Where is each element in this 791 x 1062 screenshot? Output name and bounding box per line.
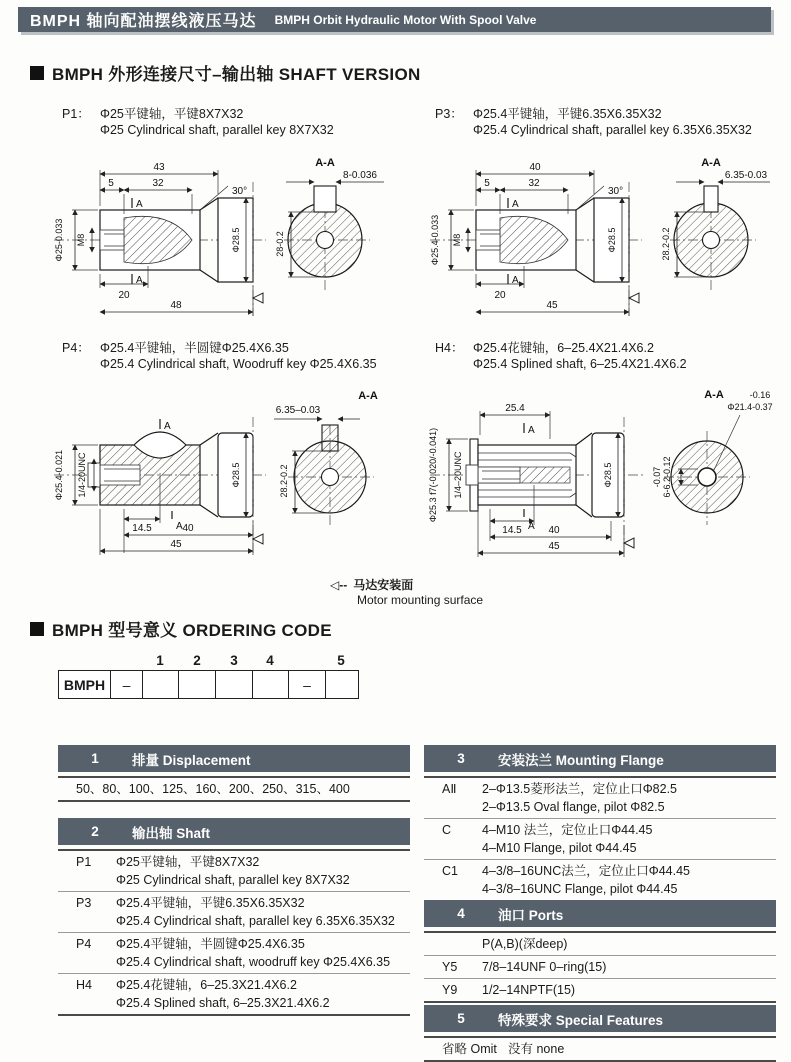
p3-dim-20: 20 — [494, 290, 506, 301]
p3-dim-5: 5 — [484, 178, 490, 189]
h4-dim-spline-tol: -0.07 — [652, 466, 662, 488]
h4-dim-flange-dia: Φ28.5 — [603, 462, 613, 488]
h4-dim-tol-top: -0.16 — [749, 390, 771, 400]
oc-num-5: 5 — [337, 653, 345, 668]
h4-marker-a-bottom: A — [528, 521, 535, 532]
header-title-en: BMPH Orbit Hydraulic Motor With Spool Valve — [274, 12, 537, 27]
p3-drawing — [424, 152, 784, 335]
row-desc: 没有 none — [508, 1042, 565, 1056]
h4-dim-25-4: 25.4 — [505, 403, 525, 414]
h4-code: H4： — [435, 341, 464, 355]
row-code: Y5 — [442, 960, 458, 974]
p3-dim-keywidth: 6.35-0.03 — [724, 170, 768, 181]
row-desc-zh: 4–3/8–16UNC法兰，定位止口Φ44.45 — [482, 864, 690, 878]
p1-dim-shaft-dia: Φ25-0.033 — [54, 218, 64, 262]
p1-dim-flange-dia: Φ28.5 — [231, 227, 241, 253]
row-desc-zh: Φ25平键轴，平键8X7X32 — [116, 855, 260, 869]
p3-marker-a-top: A — [512, 199, 519, 210]
row-desc-zh: 2–Φ13.5菱形法兰，定位止口Φ82.5 — [482, 782, 678, 796]
p4-marker-a-top: A — [164, 421, 171, 432]
p4-dim-thread: 1/4-20UNC — [77, 452, 87, 498]
table-row — [58, 851, 410, 892]
row-desc-zh: Φ25.4平键轴，平键6.35X6.35X32 — [116, 896, 305, 910]
table-title: 特殊要求 Special Features — [498, 1012, 664, 1028]
p3-desc-en: Φ25.4 Cylindrical shaft, parallel key 6.35X6.35X32 — [473, 123, 752, 137]
p1-dim-thread: M8 — [76, 233, 86, 247]
p3-code: P3： — [435, 107, 463, 121]
p4-drawing — [48, 385, 393, 575]
table-title: 排量 Displacement — [132, 752, 251, 768]
row-code: P1 — [76, 855, 92, 869]
row-desc-zh: Φ25.4平键轴，半圆键Φ25.4X6.35 — [116, 937, 305, 951]
row-desc-en: Φ25.4 Splined shaft, 6–25.3X21.4X6.2 — [116, 996, 330, 1010]
h4-dim-spline-bore: Φ21.4-0.37 — [727, 402, 773, 412]
table-number: 2 — [91, 824, 99, 839]
p4-desc-zh: Φ25.4平键轴，半圆键Φ25.4X6.35 — [100, 341, 289, 355]
table-row — [424, 979, 776, 1003]
section-title: BMPH 外形连接尺寸–输出轴 SHAFT VERSION — [52, 65, 421, 84]
section-ordering-code — [30, 616, 332, 641]
table-row — [58, 778, 410, 802]
ordering-code-numbers — [58, 653, 359, 670]
mounting-note-en: Motor mounting surface — [357, 593, 484, 607]
table-row — [424, 1038, 776, 1062]
row-desc: 7/8–14UNF 0–ring(15) — [482, 960, 607, 974]
oc-cell-prefix: BMPH — [59, 671, 111, 698]
row-desc-en: 4–M10 Flange, pilot Φ44.45 — [482, 841, 637, 855]
p3-label — [435, 106, 752, 138]
h4-dim-spline-spec: 6-6.2-0.12 — [662, 456, 672, 498]
h4-dim-shaft-dia: Φ25.3 f7(-0.020/-0.041) — [428, 427, 438, 523]
p3-dim-32: 32 — [528, 178, 540, 189]
table-number: 5 — [457, 1011, 465, 1026]
mounting-surface-note — [330, 578, 483, 608]
oc-cell-5 — [326, 671, 357, 698]
row-desc: 1/2–14NPTF(15) — [482, 983, 576, 997]
p3-dim-angle: 30° — [608, 186, 624, 197]
oc-cell-4 — [253, 671, 289, 698]
section-title: BMPH 型号意义 ORDERING CODE — [52, 621, 332, 640]
p1-desc-zh: Φ25平键轴，平键8X7X32 — [100, 107, 244, 121]
h4-desc-zh: Φ25.4花键轴，6–25.4X21.4X6.2 — [473, 341, 654, 355]
p1-dim-48: 48 — [170, 300, 182, 311]
p1-label — [62, 106, 334, 138]
row-code: H4 — [76, 978, 92, 992]
p4-dim-keywidth: 6.35–0.03 — [275, 405, 321, 416]
table-row — [58, 974, 410, 1016]
table-shaft — [58, 818, 410, 1016]
p4-dim-45: 45 — [170, 539, 182, 550]
table-row — [58, 933, 410, 974]
p4-dim-flange-dia: Φ28.5 — [231, 462, 241, 488]
row-desc-en: Φ25 Cylindrical shaft, parallel key 8X7X32 — [116, 873, 350, 887]
h4-marker-a-top: A — [528, 425, 535, 436]
p4-marker-a-bottom: A — [176, 521, 183, 532]
row-code: AⅡ — [442, 782, 457, 796]
p1-marker-a-bottom: A — [136, 275, 143, 286]
h4-dim-45: 45 — [548, 541, 560, 552]
p1-dim-angle: 30° — [232, 186, 248, 197]
h4-dim-thread: 1/4–20UNC — [453, 451, 463, 499]
oc-num-1: 1 — [156, 653, 164, 668]
h4-desc-en: Φ25.4 Splined shaft, 6–25.4X21.4X6.2 — [473, 357, 687, 371]
h4-dim-14-5: 14.5 — [502, 525, 522, 536]
oc-cell-3 — [216, 671, 253, 698]
oc-cell-dash1: – — [111, 671, 143, 698]
ordering-code-table — [58, 653, 359, 699]
section-shaft-version — [30, 60, 421, 85]
table-title: 安装法兰 Mounting Flange — [498, 752, 664, 768]
oc-cell-1 — [143, 671, 179, 698]
row-code — [424, 935, 482, 953]
row-code: C — [442, 823, 452, 837]
oc-num-3: 3 — [230, 653, 238, 668]
displacement-values: 50、80、100、125、160、200、250、315、400 — [76, 782, 350, 796]
row-desc-zh: Φ25.4花键轴，6–25.3X21.4X6.2 — [116, 978, 297, 992]
p1-dim-keywidth: 8-0.036 — [343, 170, 377, 181]
row-desc-en: Φ25.4 Cylindrical shaft, parallel key 6.35X6.35X32 — [116, 914, 395, 928]
table-row — [424, 933, 776, 956]
p3-dim-40: 40 — [529, 162, 541, 173]
table-mounting-flange — [424, 745, 776, 902]
oc-num-2: 2 — [193, 653, 201, 668]
p4-dim-shaft-dia: Φ25.4-0.021 — [54, 449, 64, 501]
table-displacement-header — [58, 745, 410, 772]
p3-dim-45: 45 — [546, 300, 558, 311]
row-desc-en: 2–Φ13.5 Oval flange, pilot Φ82.5 — [482, 800, 665, 814]
row-code: 省略 Omit — [442, 1042, 497, 1056]
p1-dim-32: 32 — [152, 178, 164, 189]
h4-label — [435, 340, 687, 372]
table-displacement — [58, 745, 410, 802]
row-desc-zh: 4–M10 法兰，定位止口Φ44.45 — [482, 823, 653, 837]
table-row — [424, 778, 776, 819]
mounting-note-zh: 马达安装面 — [353, 578, 414, 592]
p1-marker-a-top: A — [136, 199, 143, 210]
table-row — [424, 956, 776, 979]
row-desc-en: Φ25.4 Cylindrical shaft, woodruff key Φ25.4X6.35 — [116, 955, 391, 969]
p4-dim-14-5: 14.5 — [132, 523, 152, 534]
p1-drawing — [48, 152, 393, 335]
p1-desc-en: Φ25 Cylindrical shaft, parallel key 8X7X32 — [100, 123, 334, 137]
section-bullet-icon — [30, 622, 44, 636]
p3-dim-flange-dia: Φ28.5 — [607, 227, 617, 253]
table-number: 1 — [91, 751, 99, 766]
oc-cell-dash2: – — [289, 671, 326, 698]
oc-cell-2 — [179, 671, 216, 698]
h4-dim-40: 40 — [548, 525, 560, 536]
p1-dim-across: 28-0.2 — [275, 231, 285, 257]
table-ports — [424, 900, 776, 1003]
h4-drawing — [424, 385, 784, 575]
table-special-features — [424, 1005, 776, 1062]
p4-dim-40: 40 — [182, 523, 194, 534]
p4-dim-across: 28.2-0.2 — [279, 464, 289, 498]
p3-desc-zh: Φ25.4平键轴，平键6.35X6.35X32 — [473, 107, 662, 121]
p4-code: P4： — [62, 341, 90, 355]
mounting-surface-marker-icon: ◁-- — [330, 578, 348, 592]
p4-section-label: A-A — [358, 390, 378, 402]
row-code: C1 — [442, 864, 458, 878]
header-title-zh: BMPH 轴向配油摆线液压马达 — [30, 13, 257, 30]
p3-dim-shaft-dia: Φ25.4-0.033 — [430, 214, 440, 266]
oc-num-4: 4 — [266, 653, 274, 668]
p1-dim-20: 20 — [118, 290, 130, 301]
p1-dim-43: 43 — [153, 162, 165, 173]
table-title: 输出轴 Shaft — [132, 825, 211, 841]
table-row — [424, 860, 776, 902]
row-desc-en: 4–3/8–16UNC Flange, pilot Φ44.45 — [482, 882, 678, 896]
row-code: P4 — [76, 937, 92, 951]
p1-code: P1： — [62, 107, 90, 121]
table-shaft-header — [58, 818, 410, 845]
table-title: 油口 Ports — [498, 907, 564, 923]
table-ports-header — [424, 900, 776, 927]
p3-section-label: A-A — [701, 157, 721, 169]
p3-marker-a-bottom: A — [512, 275, 519, 286]
p1-section-label: A-A — [315, 157, 335, 169]
table-number: 4 — [457, 906, 465, 921]
section-bullet-icon — [30, 66, 44, 80]
table-row — [58, 892, 410, 933]
p3-dim-across: 28.2-0.2 — [661, 227, 671, 261]
p3-dim-thread: M8 — [452, 233, 462, 247]
h4-section-label: A-A — [704, 389, 724, 401]
table-flange-header — [424, 745, 776, 772]
p1-dim-5: 5 — [108, 178, 114, 189]
p4-label — [62, 340, 377, 372]
row-code: Y9 — [442, 983, 458, 997]
table-row — [424, 819, 776, 860]
p4-desc-en: Φ25.4 Cylindrical shaft, Woodruff key Φ25.4X6.35 — [100, 357, 377, 371]
table-special-header — [424, 1005, 776, 1032]
row-code: P3 — [76, 896, 92, 910]
page-header-bar — [18, 7, 771, 32]
table-number: 3 — [457, 751, 465, 766]
row-desc: P(A,B)(深deep) — [482, 937, 568, 951]
